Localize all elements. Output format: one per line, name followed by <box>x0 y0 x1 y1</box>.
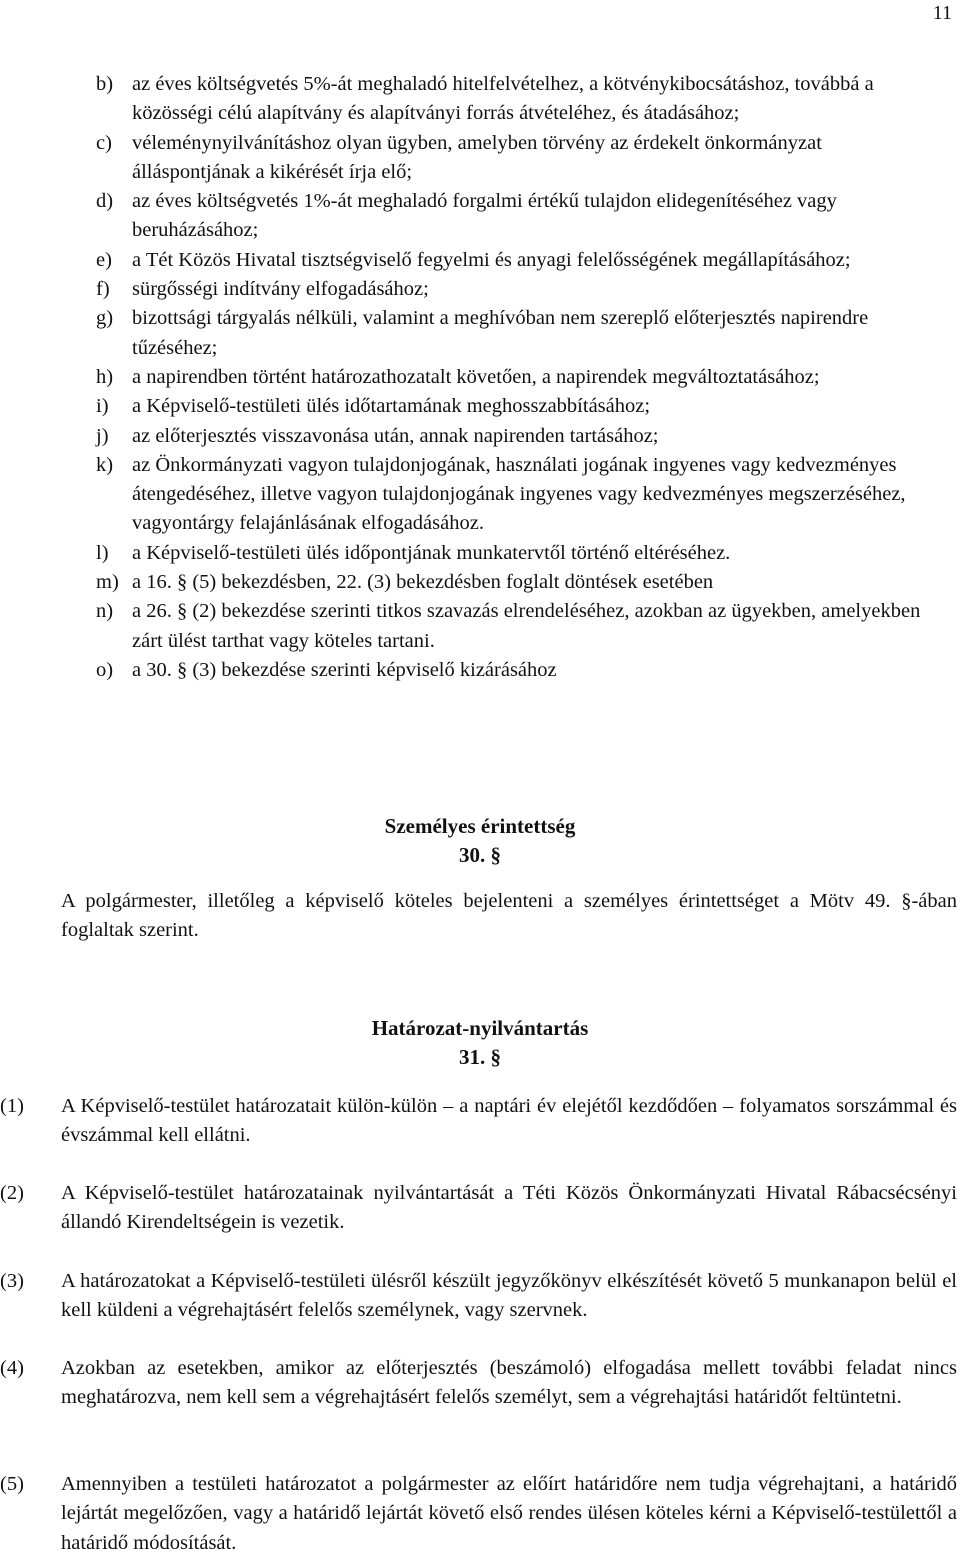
numbered-paragraph <box>0 1092 957 1151</box>
paragraph-text: A Képviselő-testület határozatait külön-külön – a naptári év elejétől kezdődően – folyamatos sorszámmal és évszámmal kell ellátni. <box>61 1095 957 1147</box>
list-item <box>96 656 936 685</box>
list-marker: g) <box>96 307 114 330</box>
section-number-30: 30. § <box>459 843 501 867</box>
list-item <box>96 246 936 275</box>
list-item-text: véleménynyilvánításhoz olyan ügyben, amelyben törvény az érdekelt önkormányzat álláspontjának a kikérését írja elő; <box>132 131 822 183</box>
list-item <box>96 392 936 421</box>
condition-list <box>96 70 936 685</box>
paragraph-number: (1) <box>0 1095 24 1117</box>
list-item <box>96 597 936 656</box>
section-title-personal-interest: Személyes érintettség <box>384 814 576 838</box>
list-item-text: a Képviselő-testületi ülés időtartamának meghosszabbításához; <box>132 395 651 418</box>
list-item-text: a 26. § (2) bekezdése szerinti titkos szavazás elrendeléséhez, azokban az ügyekben, amelyekben zárt ülést tarthat vagy köteles tartani. <box>132 600 921 652</box>
list-item <box>96 304 936 363</box>
paragraph-number: (5) <box>0 1473 24 1495</box>
list-item <box>96 422 936 451</box>
list-item <box>96 568 936 597</box>
list-item <box>96 539 936 568</box>
list-marker: c) <box>96 131 112 154</box>
list-item-text: bizottsági tárgyalás nélküli, valamint a meghívóban nem szereplő előterjesztés napirendre tűzéséhez; <box>132 307 869 359</box>
paragraph-text: A Képviselő-testület határozatainak nyilvántartását a Téti Közös Önkormányzati Hivatal Rábacsécsényi állandó Kirendeltségein is vezetik. <box>61 1182 957 1234</box>
numbered-paragraph <box>0 1354 957 1413</box>
list-item-text: a 16. § (5) bekezdésben, 22. (3) bekezdésben foglalt döntések esetében <box>132 571 714 594</box>
paragraph-text: A határozatokat a Képviselő-testületi ülésről készült jegyzőkönyv elkészítését követő 5 munkanapon belül el kell küldeni a végrehajtásért felelős személynek, vagy szervnek. <box>61 1270 957 1322</box>
list-marker: n) <box>96 600 114 623</box>
list-marker: m) <box>96 571 119 594</box>
paragraph-number: (4) <box>0 1357 24 1379</box>
section-30-text: A polgármester, illetőleg a képviselő köteles bejelenteni a személyes érintettséget a Mötv 49. §-ában foglaltak szerint. <box>61 890 957 942</box>
paragraph-text: Amennyiben a testületi határozatot a polgármester az előírt határidőre nem tudja végrehajtani, a határidő lejártát megelőzően, vagy a határidő lejártát követő első rendes ülésen köteles kérni a Képviselő-testülettől a határidő módosítását. <box>61 1473 957 1554</box>
list-item <box>96 451 936 539</box>
list-marker: o) <box>96 658 114 681</box>
list-item-text: az előterjesztés visszavonása után, annak napirenden tartásához; <box>132 424 659 447</box>
list-item-text: az éves költségvetés 1%-át meghaladó forgalmi értékű tulajdon elidegenítéséhez vagy beruházásához; <box>132 190 837 242</box>
list-item <box>96 275 936 304</box>
list-marker: i) <box>96 395 109 418</box>
list-marker: l) <box>96 541 109 564</box>
list-item-text: az Önkormányzati vagyon tulajdonjogának, használati jogának ingyenes vagy kedvezményes átengedéséhez, illetve vagyon tulajdonjogának ingyenes vagy kedvezményes megszerzéséhez, vagyontárgy felajánlásának elfogadásához. <box>132 453 906 535</box>
list-item-text: az éves költségvetés 5%-át meghaladó hitelfelvételhez, a kötvénykibocsátáshoz, továbbá a közösségi célú alapítvány és alapítványi forrás átvételéhez, és átadásához; <box>132 73 874 125</box>
list-item <box>96 187 936 246</box>
list-item-text: a napirendben történt határozathozatalt követően, a napirendek megváltoztatásához; <box>132 365 820 388</box>
section-title-resolution-registry: Határozat-nyilvántartás <box>371 1016 589 1040</box>
list-marker: e) <box>96 248 112 271</box>
list-item <box>96 129 936 188</box>
list-item-text: a 30. § (3) bekezdése szerinti képviselő kizárásához <box>132 658 557 681</box>
list-item <box>96 70 936 129</box>
paragraph-number: (2) <box>0 1182 24 1204</box>
list-item-text: a Tét Közös Hivatal tisztségviselő fegyelmi és anyagi felelősségének megállapításához; <box>132 248 851 271</box>
page-number: 11 <box>932 2 952 24</box>
list-marker: b) <box>96 73 114 95</box>
list-marker: j) <box>96 424 109 447</box>
paragraph-text: Azokban az esetekben, amikor az előterjesztés (beszámoló) elfogadása mellett további feladat nincs meghatározva, nem kell sem a végrehajtásért felelős személyt, sem a végrehajtási határidőt feltüntetni. <box>61 1357 957 1409</box>
numbered-paragraph <box>0 1470 957 1558</box>
list-marker: h) <box>96 365 114 388</box>
numbered-paragraph <box>0 1179 957 1238</box>
list-item <box>96 363 936 392</box>
paragraph-number: (3) <box>0 1270 24 1292</box>
list-marker: d) <box>96 190 114 213</box>
numbered-paragraph <box>0 1267 957 1326</box>
list-item-text: sürgősségi indítvány elfogadásához; <box>132 278 429 301</box>
section-number-31: 31. § <box>459 1045 501 1069</box>
list-item-text: a Képviselő-testületi ülés időpontjának munkatervtől történő eltéréséhez. <box>132 541 731 564</box>
list-marker: f) <box>96 278 110 301</box>
list-marker: k) <box>96 453 114 476</box>
